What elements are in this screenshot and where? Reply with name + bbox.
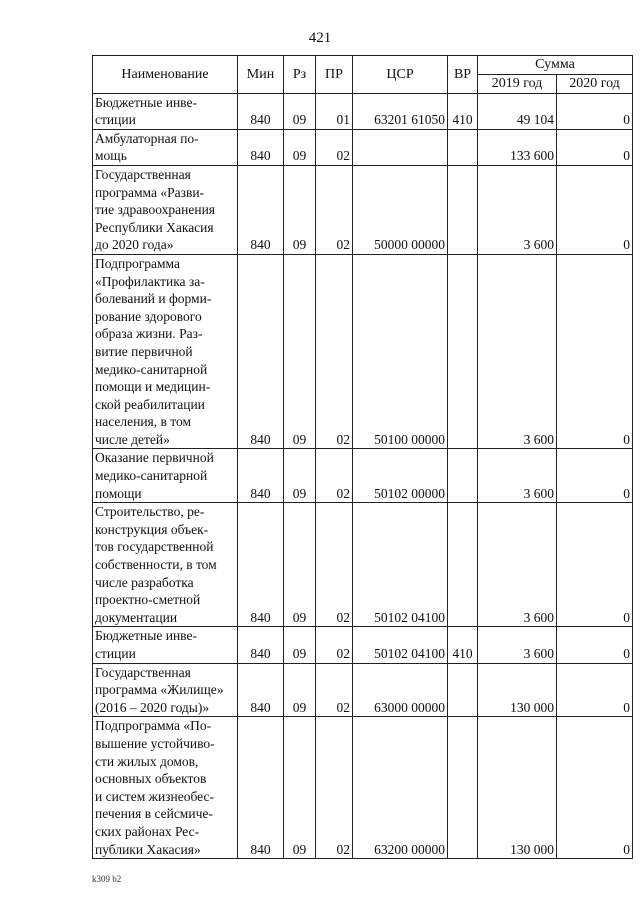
cell-pr: 02 [316, 165, 353, 254]
table-row [93, 627, 633, 663]
cell-y2020: 0 [557, 254, 633, 449]
cell-name: Амбулаторная по- мощь [93, 129, 238, 165]
cell-csr: 50100 00000 [353, 254, 448, 449]
cell-csr: 63200 00000 [353, 717, 448, 859]
cell-y2019: 3 600 [478, 503, 557, 627]
cell-y2019: 3 600 [478, 449, 557, 503]
cell-csr: 50000 00000 [353, 165, 448, 254]
cell-rz: 09 [284, 717, 316, 859]
page-number: 421 [308, 30, 332, 46]
cell-pr: 02 [316, 254, 353, 449]
header-rz: Рз [284, 56, 316, 94]
cell-rz: 09 [284, 165, 316, 254]
cell-name: Бюджетные инве- стиции [93, 93, 238, 129]
cell-y2019: 3 600 [478, 165, 557, 254]
cell-pr: 02 [316, 503, 353, 627]
header-year-2020: 2020 год [557, 75, 633, 94]
cell-rz: 09 [284, 93, 316, 129]
cell-min: 840 [238, 449, 284, 503]
cell-vr: 410 [448, 93, 478, 129]
cell-pr: 01 [316, 93, 353, 129]
cell-csr [353, 129, 448, 165]
table-row [93, 449, 633, 503]
cell-name: Государственная программа «Разви- тие здравоохранения Республики Хакасия до 2020 года» [93, 165, 238, 254]
cell-rz: 09 [284, 503, 316, 627]
cell-min: 840 [238, 129, 284, 165]
cell-min: 840 [238, 503, 284, 627]
cell-rz: 09 [284, 627, 316, 663]
cell-y2020: 0 [557, 663, 633, 717]
header-vr: ВР [448, 56, 478, 94]
budget-table [92, 55, 633, 859]
cell-y2019: 130 000 [478, 663, 557, 717]
header-csr: ЦСР [353, 56, 448, 94]
cell-rz: 09 [284, 129, 316, 165]
cell-min: 840 [238, 627, 284, 663]
cell-y2019: 3 600 [478, 254, 557, 449]
cell-y2020: 0 [557, 165, 633, 254]
cell-y2019: 3 600 [478, 627, 557, 663]
cell-name: Подпрограмма «Профилактика за- болеваний и форми- рование здорового образа жизни. Раз- витие первичной медико-санитарной помощи и медицин- ской реабилитации населения, в том числе детей» [93, 254, 238, 449]
cell-min: 840 [238, 717, 284, 859]
cell-vr [448, 449, 478, 503]
cell-csr: 50102 04100 [353, 627, 448, 663]
cell-csr: 63201 61050 [353, 93, 448, 129]
cell-rz: 09 [284, 449, 316, 503]
cell-rz: 09 [284, 663, 316, 717]
cell-csr: 50102 04100 [353, 503, 448, 627]
table-row [93, 165, 633, 254]
cell-pr: 02 [316, 129, 353, 165]
table-row [93, 93, 633, 129]
cell-pr: 02 [316, 449, 353, 503]
cell-csr: 63000 00000 [353, 663, 448, 717]
cell-pr: 02 [316, 663, 353, 717]
cell-vr [448, 717, 478, 859]
cell-pr: 02 [316, 627, 353, 663]
table-row [93, 663, 633, 717]
cell-min: 840 [238, 663, 284, 717]
table-row [93, 717, 633, 859]
cell-y2020: 0 [557, 129, 633, 165]
cell-vr [448, 165, 478, 254]
header-min: Мин [238, 56, 284, 94]
cell-y2020: 0 [557, 717, 633, 859]
cell-vr [448, 129, 478, 165]
cell-rz: 09 [284, 254, 316, 449]
table-row [93, 129, 633, 165]
table-row [93, 254, 633, 449]
header-pr: ПР [316, 56, 353, 94]
cell-y2019: 133 600 [478, 129, 557, 165]
cell-y2019: 130 000 [478, 717, 557, 859]
cell-name: Оказание первичной медико-санитарной помощи [93, 449, 238, 503]
footer-code: k309 b2 [92, 874, 122, 884]
table-row [93, 503, 633, 627]
cell-vr [448, 503, 478, 627]
cell-y2020: 0 [557, 627, 633, 663]
cell-vr [448, 254, 478, 449]
cell-y2020: 0 [557, 449, 633, 503]
header-year-2019: 2019 год [478, 75, 557, 94]
cell-min: 840 [238, 165, 284, 254]
cell-min: 840 [238, 93, 284, 129]
header-name: Наименование [93, 56, 238, 94]
cell-vr [448, 663, 478, 717]
cell-name: Подпрограмма «По- вышение устойчиво- сти жилых домов, основных объектов и систем жизнеобес- печения в сейсмиче- ских районах Рес- публики Хакасия» [93, 717, 238, 859]
cell-y2020: 0 [557, 93, 633, 129]
cell-min: 840 [238, 254, 284, 449]
cell-pr: 02 [316, 717, 353, 859]
cell-name: Строительство, ре- конструкция объек- тов государственной собственности, в том числе разработка проектно-сметной документации [93, 503, 238, 627]
cell-vr: 410 [448, 627, 478, 663]
cell-csr: 50102 00000 [353, 449, 448, 503]
cell-name: Бюджетные инве- стиции [93, 627, 238, 663]
cell-y2020: 0 [557, 503, 633, 627]
header-sum: Сумма [478, 56, 633, 75]
cell-name: Государственная программа «Жилище» (2016 – 2020 годы)» [93, 663, 238, 717]
cell-y2019: 49 104 [478, 93, 557, 129]
